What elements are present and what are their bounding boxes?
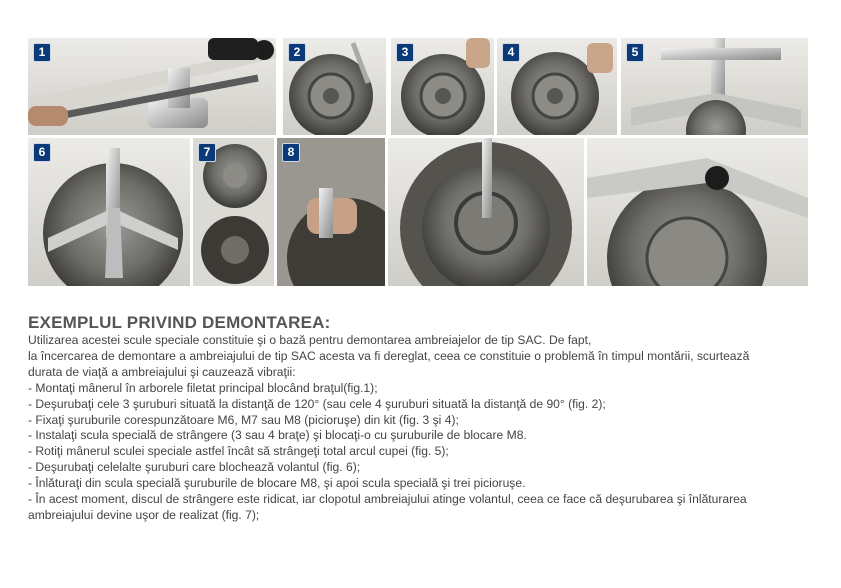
figure-3-photo <box>391 38 494 135</box>
text-line: durata de viaţă a ambreiajului şi cauzează vibraţii: <box>28 364 296 379</box>
figure-6-photo <box>28 138 190 286</box>
figure-badge: 1 <box>33 43 51 62</box>
figure-badge: 5 <box>626 43 644 62</box>
figure-2-photo <box>283 38 386 135</box>
figure-badge: 7 <box>198 143 216 162</box>
text-line: - Deşurubaţi celelalte şuruburi care blochează volantul (fig. 6); <box>28 460 361 475</box>
figure-5-photo <box>621 38 808 135</box>
figure-10-photo <box>587 138 808 286</box>
figure-badge: 2 <box>288 43 306 62</box>
figure-1-photo <box>28 38 276 135</box>
section-heading: EXEMPLUL PRIVIND DEMONTAREA: <box>28 313 331 332</box>
figure-7-photo <box>193 138 274 286</box>
text-line: - Rotiţi mânerul sculei speciale astfel încât să strângeţi total arcul cupei (fig. 5); <box>28 444 449 459</box>
text-line: ambreiajului devine uşor de realizat (fig. 7); <box>28 507 260 522</box>
figure-4-photo <box>497 38 617 135</box>
figure-badge: 3 <box>396 43 414 62</box>
figure-badge: 8 <box>282 143 300 162</box>
text-line: - Fixaţi şuruburile corespunzătoare M6, M7 sau M8 (picioruşe) din kit (fig. 3 şi 4); <box>28 412 459 427</box>
text-line: - Montaţi mânerul în arborele filetat principal blocând braţul(fig.1); <box>28 380 378 395</box>
figure-badge: 6 <box>33 143 51 162</box>
text-line: Utilizarea acestei scule speciale constituie şi o bază pentru demontarea ambreiajelor de tip SAC. De fapt, <box>28 333 592 347</box>
text-line: - Instalaţi scula specială de strângere (3 sau 4 braţe) şi blocaţi-o cu şuruburile de blocare M8. <box>28 428 527 443</box>
figure-badge: 4 <box>502 43 520 62</box>
instructions-text <box>28 333 818 524</box>
text-line: - Înlăturaţi din scula specială şuruburile de blocare M8, şi apoi scula specială şi trei picioruşe. <box>28 476 526 491</box>
text-line: - În acest moment, discul de strângere este ridicat, iar clopotul ambreiajului atinge volantul, ceea ce face că deşurubarea şi înlăturarea <box>28 492 747 507</box>
figure-8-photo <box>277 138 385 286</box>
text-line: la încercarea de demontare a ambreiajului de tip SAC acesta va fi dereglat, ceea ce constituie o problemă în timpul montării, scurtează <box>28 348 750 363</box>
figure-9-photo <box>388 138 584 286</box>
text-line: - Deşurubaţi cele 3 şuruburi situată la distanţă de 120° (sau cele 4 şuruburi situată la distanţă de 90° (fig. 2); <box>28 396 606 411</box>
